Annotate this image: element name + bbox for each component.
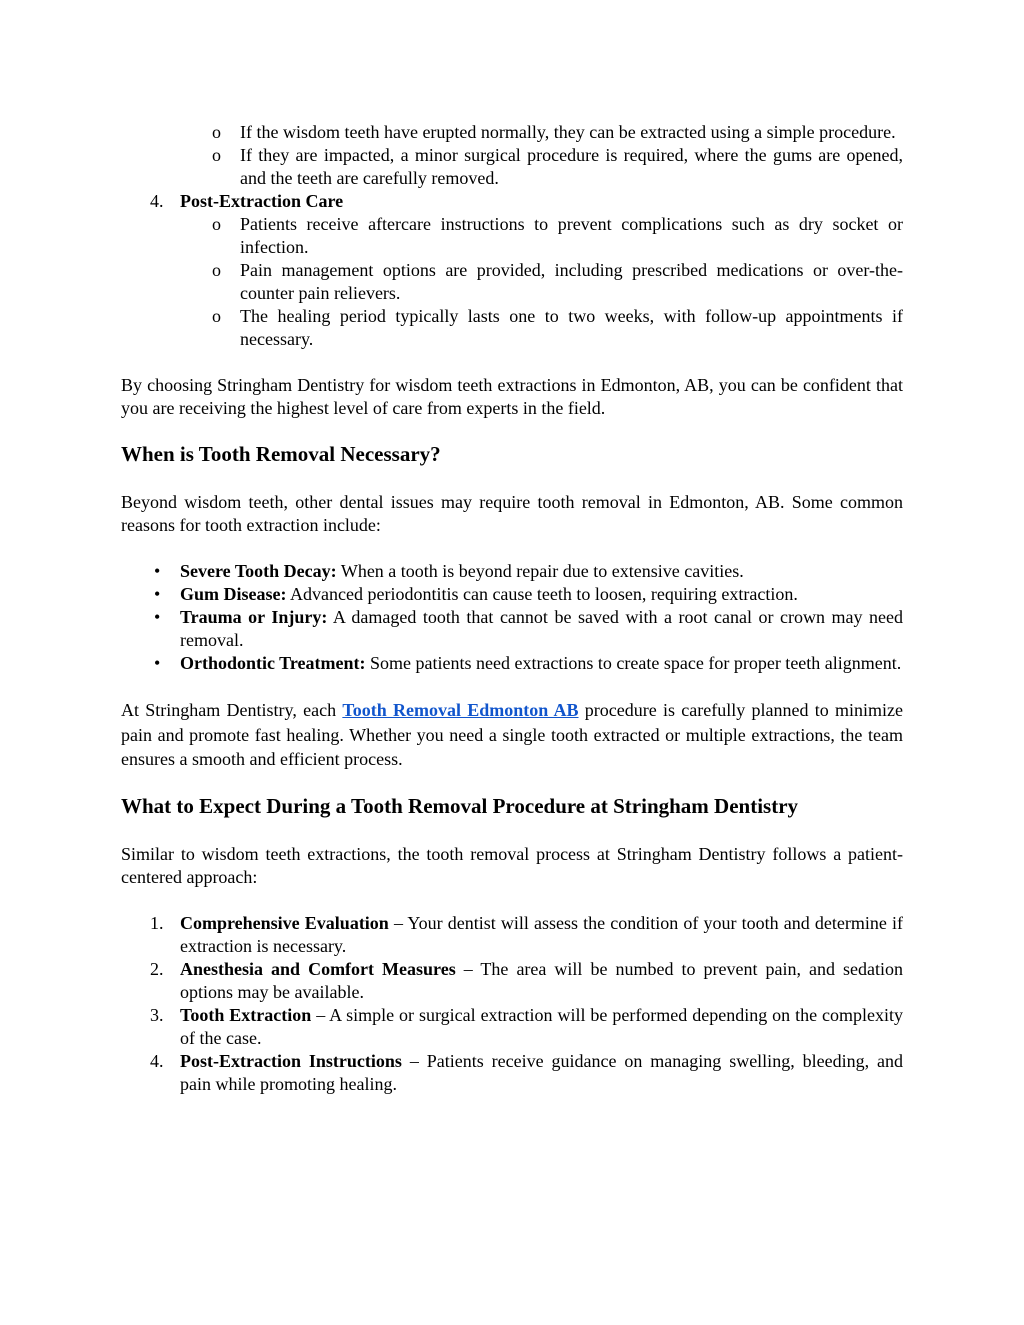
list-item-text: The healing period typically lasts one to two weeks, with follow-up appointments if necessary. xyxy=(240,306,903,349)
list-number: 3. xyxy=(150,1004,164,1025)
bullet: • xyxy=(154,607,161,627)
list-item-text: If they are impacted, a minor surgical procedure is required, where the gums are opened, and the teeth are carefully removed. xyxy=(240,145,903,188)
list-number: 4. xyxy=(150,191,164,211)
list-item xyxy=(121,213,903,259)
list-item xyxy=(121,958,903,1004)
list-item-text: – Patients receive guidance on managing swelling, bleeding, and pain while promoting healing. xyxy=(180,1050,903,1094)
post-extraction-sublist xyxy=(121,213,903,351)
list-item-text: – Your dentist will assess the condition of your tooth and determine if extraction is necessary. xyxy=(180,912,903,956)
bullet: • xyxy=(154,653,161,673)
list-item xyxy=(121,606,903,652)
reasons-list xyxy=(121,560,903,675)
closing-text-after: procedure is carefully planned to minimize pain and promote fast healing. Whether you need a single tooth extracted or multiple extractions, the team ensures a smooth and efficient process. xyxy=(121,700,903,769)
bullet: • xyxy=(154,584,161,604)
list-item-text: Pain management options are provided, including prescribed medications or over-the-counter pain relievers. xyxy=(240,260,903,303)
list-item xyxy=(121,652,903,675)
list-item xyxy=(121,912,903,958)
list-item-text: Some patients need extractions to create space for proper teeth alignment. xyxy=(365,653,902,673)
list-item-term: Post-Extraction Instructions xyxy=(180,1050,402,1071)
list-item-title: Post-Extraction Care xyxy=(180,191,344,211)
closing-text-before: At Stringham Dentistry, each xyxy=(121,700,343,720)
page-content xyxy=(121,121,903,1096)
list-item-text: If the wisdom teeth have erupted normally, they can be extracted using a simple procedure. xyxy=(240,122,896,142)
list-item-text: A damaged tooth that cannot be saved with a root canal or crown may need removal. xyxy=(180,607,903,650)
circle-bullet: o xyxy=(212,214,221,234)
list-item-term: Anesthesia and Comfort Measures xyxy=(180,958,456,979)
circle-bullet: o xyxy=(212,260,221,280)
list-number: 1. xyxy=(150,912,164,933)
list-number: 4. xyxy=(150,1050,164,1071)
list-item-text: – The area will be numbed to prevent pain, and sedation options may be available. xyxy=(180,958,903,1002)
list-item xyxy=(121,144,903,190)
paragraph-closing xyxy=(121,698,903,772)
post-extraction-list xyxy=(121,190,903,213)
procedure-steps-list xyxy=(121,912,903,1096)
list-item xyxy=(121,1004,903,1050)
list-item xyxy=(121,1050,903,1096)
list-number: 2. xyxy=(150,958,164,979)
list-item-term: Gum Disease: xyxy=(180,584,287,604)
list-item-text: – A simple or surgical extraction will be performed depending on the complexity of the case. xyxy=(180,1004,903,1048)
list-item xyxy=(121,583,903,606)
list-item xyxy=(121,121,903,144)
list-item-term: Comprehensive Evaluation xyxy=(180,912,389,933)
paragraph-choose: By choosing Stringham Dentistry for wisdom teeth extractions in Edmonton, AB, you can be confident that you are receiving the highest level of care from experts in the field. xyxy=(121,375,903,418)
heading-what-to-expect: What to Expect During a Tooth Removal Procedure at Stringham Dentistry xyxy=(121,793,799,818)
list-item-text: Patients receive aftercare instructions to prevent complications such as dry socket or infection. xyxy=(240,214,903,257)
paragraph-expect-intro: Similar to wisdom teeth extractions, the tooth removal process at Stringham Dentistry follows a patient-centered approach: xyxy=(121,843,903,887)
heading-when-necessary: When is Tooth Removal Necessary? xyxy=(121,442,441,466)
list-item-text: Advanced periodontitis can cause teeth to loosen, requiring extraction. xyxy=(286,584,798,604)
paragraph-necessary-intro: Beyond wisdom teeth, other dental issues may require tooth removal in Edmonton, AB. Some common reasons for tooth extraction include: xyxy=(121,492,903,535)
list-item-term: Tooth Extraction xyxy=(180,1004,312,1025)
bullet: • xyxy=(154,561,161,581)
list-item xyxy=(121,305,903,351)
list-item-term: Severe Tooth Decay: xyxy=(180,561,337,581)
circle-bullet: o xyxy=(212,145,221,165)
list-item-term: Orthodontic Treatment: xyxy=(180,653,366,673)
circle-bullet: o xyxy=(212,122,221,142)
tooth-removal-link[interactable]: Tooth Removal Edmonton AB xyxy=(342,700,579,720)
list-item xyxy=(121,560,903,583)
list-item-term: Trauma or Injury: xyxy=(180,607,328,627)
list-item-text: When a tooth is beyond repair due to extensive cavities. xyxy=(336,561,744,581)
wisdom-extraction-sublist xyxy=(121,121,903,190)
list-item-post-extraction xyxy=(121,190,903,213)
list-item xyxy=(121,259,903,305)
circle-bullet: o xyxy=(212,306,221,326)
